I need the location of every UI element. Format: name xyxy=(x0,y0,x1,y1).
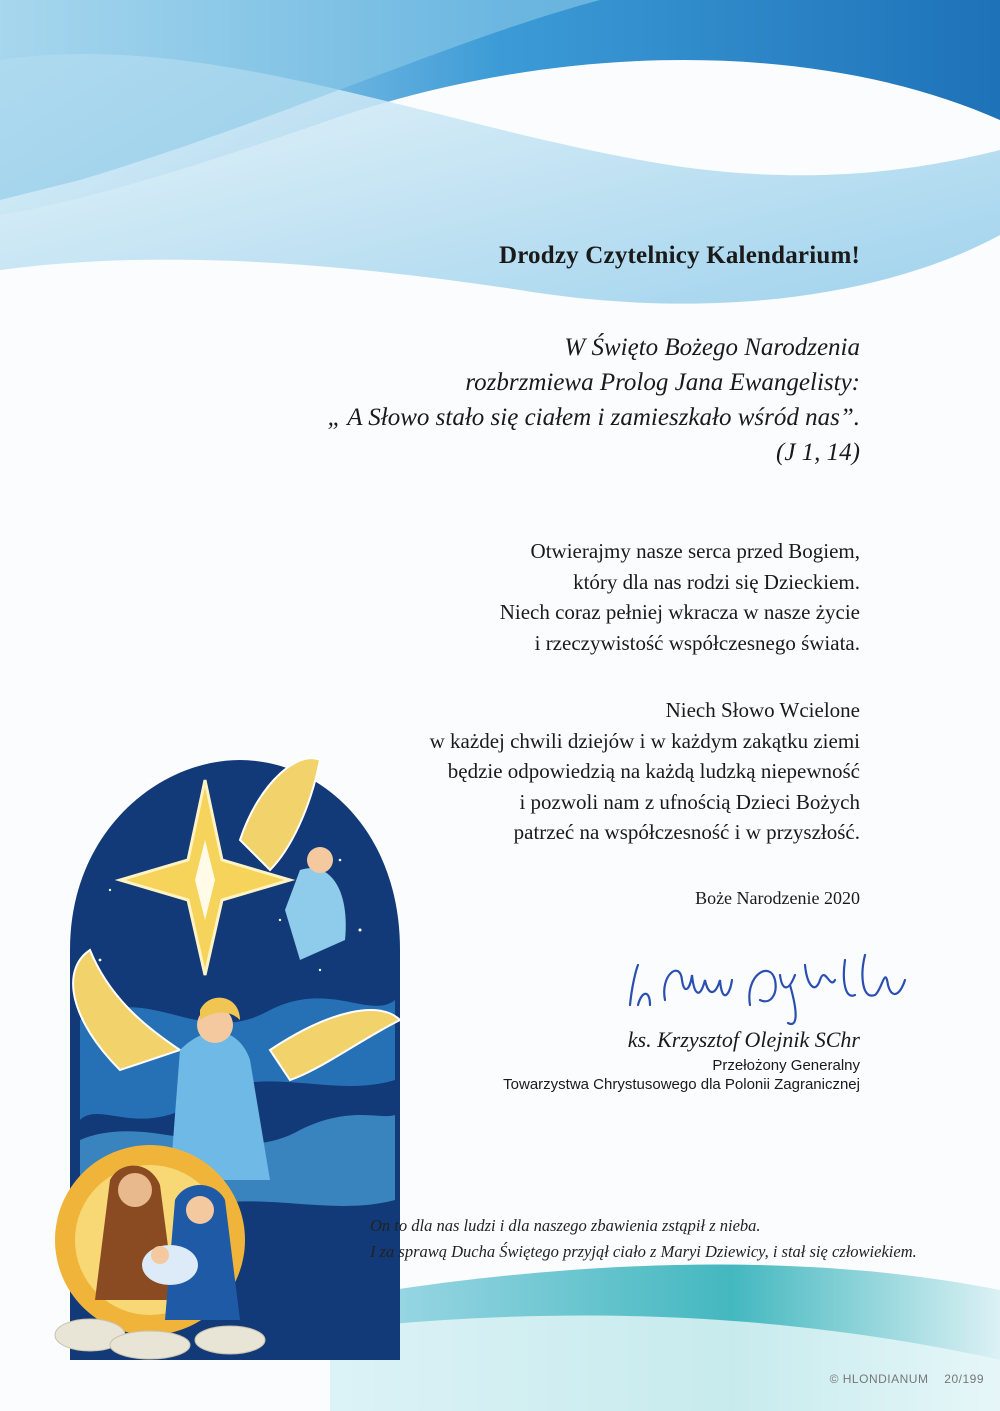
handwritten-signature xyxy=(620,935,910,1030)
date-line: Boże Narodzenie 2020 xyxy=(695,888,860,908)
quote-reference: (J 1, 14) xyxy=(776,439,860,466)
greeting-heading: Drodzy Czytelnicy Kalendarium! xyxy=(498,242,860,269)
role-line: Przełożony Generalny xyxy=(712,1057,860,1074)
paragraph-2 xyxy=(430,695,860,848)
paragraph-line: Otwierajmy nasze serca przed Bogiem, xyxy=(530,539,860,563)
signatory-name: ks. Krzysztof Olejnik SChr xyxy=(627,1027,860,1052)
paragraph-line: który dla nas rodzi się Dzieckiem. xyxy=(573,569,860,594)
quote-line: „ A Słowo stało się ciałem i zamieszkało wśród nas”. xyxy=(327,404,860,431)
signatory-role xyxy=(503,1056,860,1094)
page-number: 20/199 xyxy=(944,1372,984,1386)
paragraph-line: Niech Słowo Wcielone xyxy=(665,698,860,722)
role-line: Towarzystwa Chrystusowego dla Polonii Zagranicznej xyxy=(503,1076,860,1093)
paragraph-line: i rzeczywistość współczesnego świata. xyxy=(534,630,860,655)
paragraph-line: będzie odpowiedzią na każdą ludzką niepewność xyxy=(447,759,860,783)
quote-line: W Święto Bożego Narodzenia xyxy=(564,334,860,361)
nativity-illustration xyxy=(0,720,420,1370)
paragraph-1 xyxy=(500,536,860,658)
page-footer xyxy=(818,1372,984,1386)
paragraph-line: w każdej chwili dziejów i w każdym zakątku ziemi xyxy=(429,728,860,753)
creed-line: I za sprawą Ducha Świętego przyjął ciało z Maryi Dziewicy, i stał się człowiekiem. xyxy=(370,1242,917,1261)
paragraph-line: patrzeć na współczesność i w przyszłość. xyxy=(513,820,860,844)
paragraph-line: Niech coraz pełniej wkracza w nasze życie xyxy=(499,600,860,624)
scripture-quote xyxy=(328,330,860,470)
creed-text xyxy=(370,1213,917,1265)
paragraph-line: i pozwoli nam z ufnością Dzieci Bożych xyxy=(519,789,860,814)
quote-line: rozbrzmiewa Prolog Jana Ewangelisty: xyxy=(465,369,860,396)
copyright-text: © HLONDIANUM xyxy=(829,1372,929,1386)
creed-line: On to dla nas ludzi i dla naszego zbawienia zstąpił z nieba. xyxy=(370,1216,761,1235)
